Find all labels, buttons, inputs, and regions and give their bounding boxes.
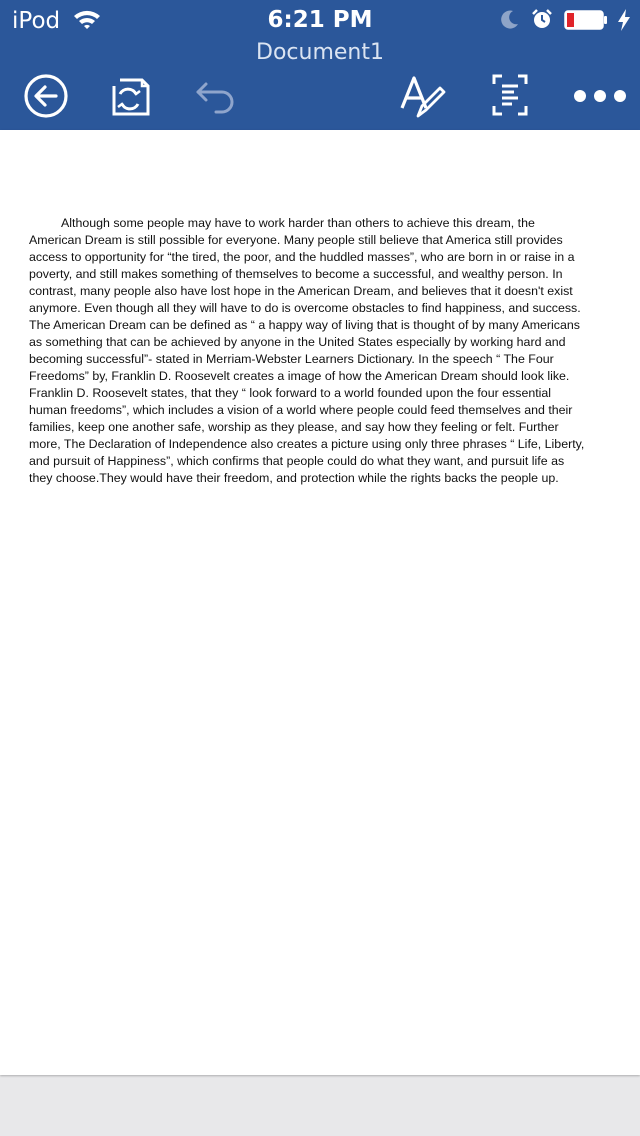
- save-sync-icon[interactable]: [104, 72, 154, 120]
- carrier-label: iPod: [12, 8, 61, 34]
- document-page[interactable]: [0, 130, 640, 1075]
- paragraph-1: Although some people may have to work harder than others to achieve this dream, the American Dream is still possible for everyone. Many people still believe that America still provides access to opportunity for “the tired, the poor, and the huddled masses”, who are born in or raise in a poverty, and still makes something of themselves to become a successful, and wealthy person. In contrast, many people also have lost hope in the American Dream, and believes that it doesn't exist anymore. Even though all they will have to do is overcome obstacles to find happiness, and success.: [29, 216, 581, 315]
- back-icon[interactable]: [22, 72, 70, 120]
- text-format-icon[interactable]: [396, 72, 448, 120]
- top-bar: [0, 0, 640, 130]
- document-body[interactable]: [29, 215, 589, 487]
- charging-bolt-icon: [617, 9, 631, 31]
- undo-icon[interactable]: [192, 72, 240, 120]
- document-title: Document1: [256, 40, 384, 65]
- more-icon[interactable]: [572, 72, 630, 120]
- battery-icon: [564, 10, 608, 30]
- do-not-disturb-icon: [500, 9, 520, 29]
- alarm-icon: [531, 8, 553, 30]
- paragraph-2: The American Dream can be defined as “ a happy way of living that is thought of by many Americans as something that can be achieved by anyone in the United States especially by working hard and becoming successful”- stated in Merriam-Webster Learners Dictionary. In the speech “ The Four Freedoms” by, Franklin D. Roosevelt creates a image of how the American Dream should look like. Franklin D. Roosevelt states, that they “ look forward to a world founded upon the four essential human freedoms”, which includes a vision of a world where people could feed themselves and their families, keep one another safe, worship as they please, and say how they feeling or felt. Further more, The Declaration of Independence also creates a picture using only three phrases “ Life, Liberty, and pursuit of Happiness”, which confirms that people could do what they want, and pursuit life as they choose.They would have their freedom, and protection while the rights backs the people up.: [29, 318, 585, 485]
- reading-view-icon[interactable]: [490, 72, 530, 120]
- clock-time: 6:21 PM: [267, 7, 373, 33]
- status-bar: [0, 0, 640, 40]
